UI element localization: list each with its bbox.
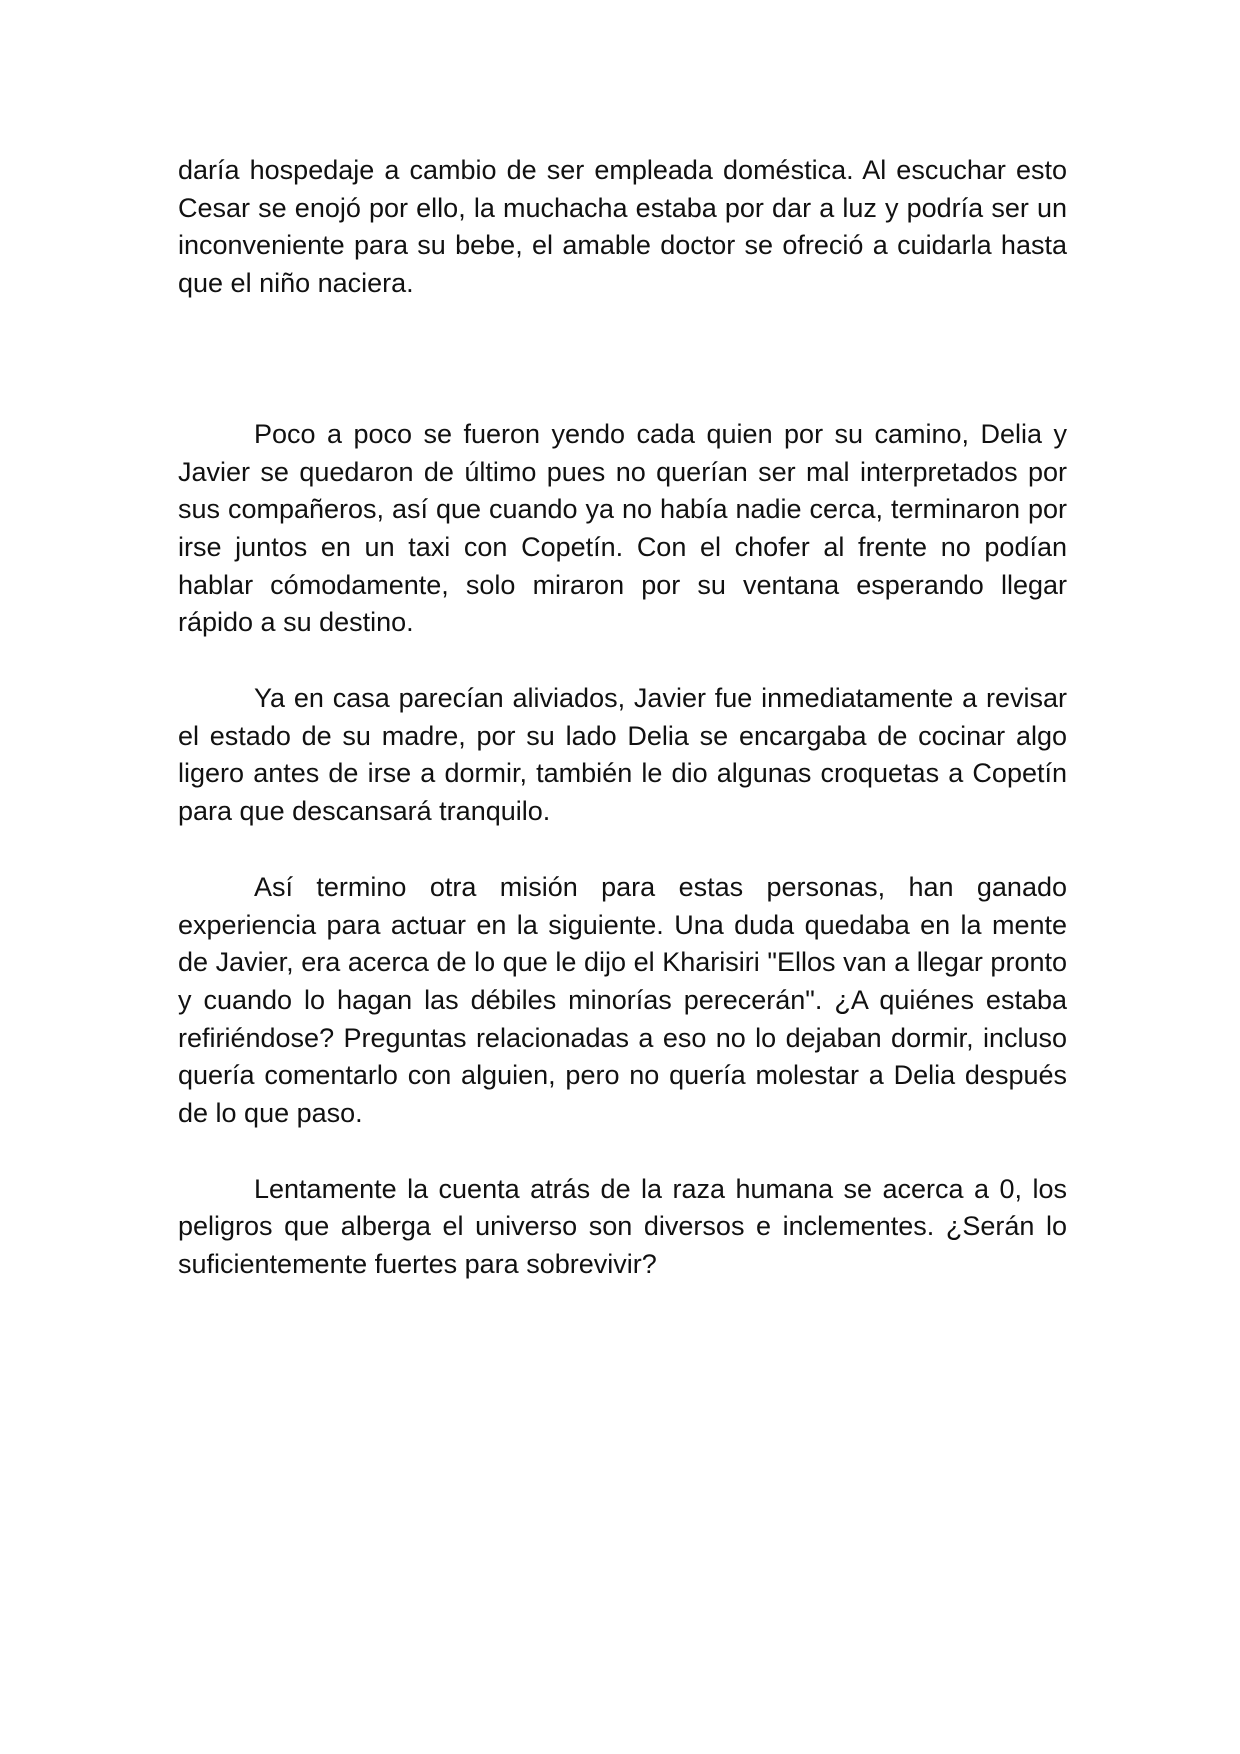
paragraph-1: daría hospedaje a cambio de ser empleada doméstica. Al escuchar esto Cesar se enojó por ello, la muchacha estaba por dar a luz y podría ser un inconveniente para su bebe, el amable doctor se ofreció a cuidarla hasta que el niño naciera. (178, 155, 1067, 299)
paragraph-3: Ya en casa parecían aliviados, Javier fue inmediatamente a revisar el estado de su madre, por su lado Delia se encargaba de cocinar algo ligero antes de irse a dormir, también le dio algunas croquetas a Copetín para que descansará tranquilo. (178, 683, 1067, 827)
paragraph-5: Lentamente la cuenta atrás de la raza humana se acerca a 0, los peligros que alberga el universo son diversos e inclementes. ¿Serán lo suficientemente fuertes para sobrevivir? (178, 1173, 1067, 1280)
paragraph-4: Así termino otra misión para estas personas, han ganado experiencia para actuar en la siguiente. Una duda quedaba en la mente de Javier, era acerca de lo que le dijo el Kharisiri "Ellos van a llegar pronto y cuando lo hagan las débiles minorías perecerán". ¿A quiénes estaba refiriéndose? Preguntas relacionadas a eso no lo dejaban dormir, incluso quería comentarlo con alguien, pero no quería molestar a Delia después de lo que paso. (178, 871, 1067, 1129)
document-body (178, 152, 1067, 1284)
paragraph-2: Poco a poco se fueron yendo cada quien por su camino, Delia y Javier se quedaron de último pues no querían ser mal interpretados por sus compañeros, así que cuando ya no había nadie cerca, terminaron por irse juntos en un taxi con Copetín. Con el chofer al frente no podían hablar cómodamente, solo miraron por su ventana esperando llegar rápido a su destino. (178, 418, 1067, 638)
